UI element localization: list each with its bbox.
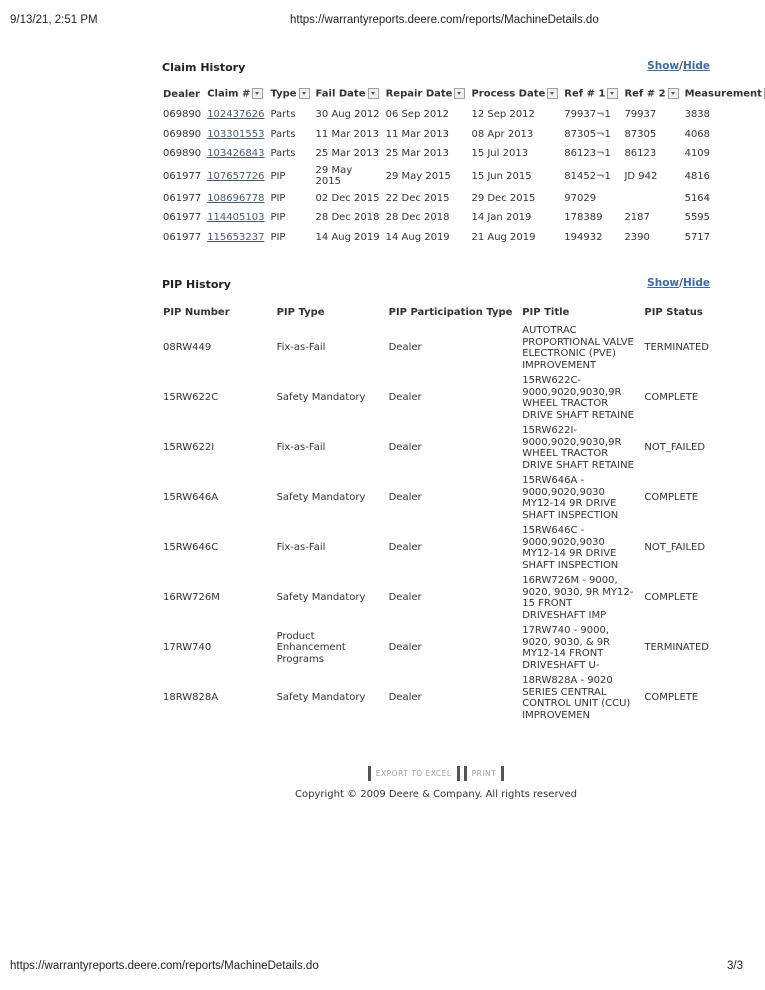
sort-icon[interactable] (368, 88, 379, 99)
table-row (160, 144, 765, 164)
column-type[interactable]: Type (267, 83, 312, 105)
ref2-cell: 2187 (624, 212, 650, 224)
pip-type-cell: Product Enhancement Programs (276, 630, 346, 665)
table-row (160, 473, 712, 523)
pip-title-cell: 16RW726M - 9000, 9020, 9030, 9R MY12-15 FRONT DRIVESHAFT IMP (522, 575, 634, 621)
column-ref-2[interactable]: Ref # 2 (621, 83, 681, 105)
pip-number-cell: 15RW622C (163, 392, 219, 404)
column-fail-date[interactable]: Fail Date (313, 83, 383, 105)
pip-number-cell: 16RW726M (163, 592, 220, 604)
pip-history-show-link[interactable]: Show (647, 277, 680, 289)
type-cell: PIP (270, 231, 286, 243)
pip-title-cell: 15RW646C - 9000,9020,9030 MY12-14 9R DRIVE SHAFT INSPECTION (522, 525, 619, 571)
claim-history-hide-link[interactable]: Hide (682, 60, 710, 72)
repair-date-cell: 28 Dec 2018 (385, 212, 450, 224)
column-pip-type: PIP Type (276, 306, 325, 318)
ref2-cell: JD 942 (624, 170, 658, 182)
claim-history-toggle (647, 60, 710, 72)
pip-title-cell: 17RW740 - 9000, 9020, 9030, & 9R MY12-14 FRONT DRIVESHAFT U- (522, 625, 611, 671)
pip-title-cell: 15RW622I-9000,9020,9030,9R WHEEL TRACTOR DRIVE SHAFT RETAINE (522, 425, 634, 471)
ref2-cell: 79937 (624, 109, 657, 121)
type-cell: Parts (270, 148, 296, 160)
measurement-cell: 5717 (684, 231, 711, 243)
dealer-cell: 069890 (163, 109, 202, 121)
fail-date-cell: 28 Dec 2018 (315, 212, 380, 224)
sort-icon[interactable] (668, 88, 679, 99)
table-row (160, 189, 765, 209)
column-pip-title: PIP Title (522, 306, 570, 318)
claim-link[interactable]: 103301553 (207, 128, 265, 140)
dealer-cell: 061977 (163, 192, 202, 204)
pip-number-cell: 15RW646C (163, 542, 219, 554)
ref1-cell: 79937¬1 (564, 109, 611, 121)
process-date-cell: 08 Apr 2013 (471, 128, 534, 140)
claim-link[interactable]: 108696778 (207, 192, 265, 204)
table-row (160, 523, 712, 573)
fail-date-cell: 25 Mar 2013 (315, 148, 379, 160)
repair-date-cell: 25 Mar 2013 (385, 148, 450, 160)
pip-type-cell: Safety Mandatory (276, 492, 366, 504)
ref2-cell: 87305 (624, 128, 657, 140)
measurement-cell: 3838 (684, 109, 711, 121)
ref1-cell: 86123¬1 (564, 148, 611, 160)
pip-number-cell: 17RW740 (163, 642, 212, 654)
ref2-cell: 2390 (624, 231, 650, 243)
pip-status-cell: NOT_FAILED (644, 542, 706, 554)
measurement-cell: 4109 (684, 148, 711, 160)
pip-title-cell: 15RW646A - 9000,9020,9030 MY12-14 9R DRIVE SHAFT INSPECTION (522, 475, 619, 521)
measurement-cell: 5595 (684, 212, 711, 224)
pip-participation-cell: Dealer (388, 592, 422, 604)
repair-date-cell: 22 Dec 2015 (385, 192, 450, 204)
ref1-cell: 178389 (564, 212, 603, 224)
pip-history-section (160, 275, 712, 723)
pip-type-cell: Fix-as-Fail (276, 342, 326, 354)
print-button[interactable]: PRINT (464, 766, 505, 781)
claim-history-toggle-separator: / (679, 60, 683, 72)
measurement-cell: 4068 (684, 128, 711, 140)
sort-icon[interactable] (252, 88, 263, 99)
table-row (160, 623, 712, 673)
copyright-text: Copyright © 2009 Deere & Company. All rights reserved (295, 789, 577, 800)
pip-history-toggle (647, 277, 710, 289)
measurement-cell: 4816 (684, 170, 711, 182)
fail-date-cell: 11 Mar 2013 (315, 128, 379, 140)
fail-date-cell: 29 May 2015 (315, 165, 353, 187)
claim-link[interactable]: 114405103 (207, 212, 265, 224)
type-cell: PIP (270, 212, 286, 224)
sort-icon[interactable] (299, 88, 310, 99)
process-date-cell: 21 Aug 2019 (471, 231, 536, 243)
column-measurement[interactable]: Measurement (682, 83, 765, 105)
pip-status-cell: COMPLETE (644, 492, 699, 504)
pip-type-cell: Fix-as-Fail (276, 442, 326, 454)
print-datetime: 9/13/21, 2:51 PM (10, 14, 98, 26)
pip-type-cell: Safety Mandatory (276, 692, 366, 704)
pip-participation-cell: Dealer (388, 392, 422, 404)
measurement-cell: 5164 (684, 192, 711, 204)
sort-icon[interactable] (454, 88, 465, 99)
column-process-date[interactable]: Process Date (468, 83, 561, 105)
column-pip-number: PIP Number (163, 306, 230, 318)
sort-icon[interactable] (607, 88, 618, 99)
dealer-cell: 061977 (163, 170, 202, 182)
dealer-cell: 061977 (163, 231, 202, 243)
ref1-cell: 194932 (564, 231, 603, 243)
fail-date-cell: 14 Aug 2019 (315, 231, 380, 243)
claim-link[interactable]: 115653237 (207, 231, 265, 243)
footer-url: https://warrantyreports.deere.com/reports/MachineDetails.do (10, 960, 319, 972)
pip-participation-cell: Dealer (388, 342, 422, 354)
fail-date-cell: 30 Aug 2012 (315, 109, 380, 121)
repair-date-cell: 11 Mar 2013 (385, 128, 450, 140)
process-date-cell: 29 Dec 2015 (471, 192, 536, 204)
type-cell: PIP (270, 170, 286, 182)
dealer-cell: 061977 (163, 212, 202, 224)
type-cell: Parts (270, 109, 296, 121)
pip-type-cell: Safety Mandatory (276, 392, 366, 404)
pip-status-cell: TERMINATED (644, 342, 709, 354)
sort-icon[interactable] (547, 88, 558, 99)
pip-participation-cell: Dealer (388, 692, 422, 704)
column-claim-number[interactable]: Claim # (204, 83, 267, 105)
pip-title-cell: 15RW622C-9000,9020,9030,9R WHEEL TRACTOR DRIVE SHAFT RETAINE (522, 375, 634, 421)
ref2-cell: 86123 (624, 148, 657, 160)
dealer-cell: 069890 (163, 148, 202, 160)
column-pip-participation-type: PIP Participation Type (388, 306, 513, 318)
repair-date-cell: 06 Sep 2012 (385, 109, 449, 121)
page-number: 3/3 (727, 960, 743, 972)
process-date-cell: 14 Jan 2019 (471, 212, 532, 224)
pip-history-hide-link[interactable]: Hide (682, 277, 710, 289)
report-content (160, 58, 762, 800)
process-date-cell: 15 Jul 2013 (471, 148, 529, 160)
table-row (160, 323, 712, 373)
column-dealer: Dealer (163, 88, 200, 100)
claim-link[interactable]: 102437626 (207, 109, 265, 121)
pip-participation-cell: Dealer (388, 442, 422, 454)
process-date-cell: 15 Jun 2015 (471, 170, 532, 182)
fail-date-cell: 02 Dec 2015 (315, 192, 380, 204)
print-url: https://warrantyreports.deere.com/reports/MachineDetails.do (290, 14, 599, 26)
ref1-cell: 81452¬1 (564, 170, 611, 182)
repair-date-cell: 29 May 2015 (385, 170, 451, 182)
pip-number-cell: 15RW646A (163, 492, 219, 504)
print-header (0, 10, 765, 30)
column-repair-date[interactable]: Repair Date (383, 83, 469, 105)
table-row (160, 673, 712, 723)
table-row (160, 105, 765, 125)
table-row (160, 423, 712, 473)
column-ref-1[interactable]: Ref # 1 (561, 83, 621, 105)
column-pip-status: PIP Status (644, 306, 703, 318)
dealer-cell: 069890 (163, 128, 202, 140)
pip-type-cell: Safety Mandatory (276, 592, 366, 604)
pip-title-cell: 18RW828A - 9020 SERIES CENTRAL CONTROL UNIT (CCU) IMPROVEMEN (522, 675, 631, 721)
claim-history-table (160, 83, 765, 247)
pip-participation-cell: Dealer (388, 492, 422, 504)
ref2-cell (621, 189, 681, 209)
claim-link[interactable]: 107657726 (207, 170, 265, 182)
pip-title-cell: AUTOTRAC PROPORTIONAL VALVE ELECTRONIC (PVE) IMPROVEMENT (522, 325, 634, 371)
claim-history-header (160, 58, 712, 78)
claim-history-show-link[interactable]: Show (647, 60, 680, 72)
pip-status-cell: COMPLETE (644, 692, 699, 704)
table-row (160, 373, 712, 423)
pip-history-header (160, 275, 712, 295)
pip-status-cell: COMPLETE (644, 592, 699, 604)
pip-number-cell: 18RW828A (163, 692, 219, 704)
print-footer (0, 956, 765, 976)
claim-history-header-row (160, 83, 765, 105)
ref1-cell: 87305¬1 (564, 128, 611, 140)
action-buttons (160, 761, 712, 783)
pip-participation-cell: Dealer (388, 542, 422, 554)
table-row (160, 228, 765, 248)
claim-history-title: Claim History (162, 61, 246, 74)
claim-link[interactable]: 103426843 (207, 148, 265, 160)
pip-type-cell: Fix-as-Fail (276, 542, 326, 554)
ref1-cell: 97029 (564, 192, 597, 204)
repair-date-cell: 14 Aug 2019 (385, 231, 450, 243)
table-row (160, 208, 765, 228)
pip-status-cell: NOT_FAILED (644, 442, 706, 454)
table-row (160, 125, 765, 145)
type-cell: Parts (270, 128, 296, 140)
pip-history-header-row (160, 301, 712, 323)
process-date-cell: 12 Sep 2012 (471, 109, 535, 121)
pip-status-cell: TERMINATED (644, 642, 709, 654)
table-row (160, 164, 765, 189)
pip-history-toggle-separator: / (679, 277, 683, 289)
export-to-excel-button[interactable]: EXPORT TO EXCEL (368, 766, 460, 781)
pip-participation-cell: Dealer (388, 642, 422, 654)
pip-history-table (160, 301, 712, 723)
pip-history-title: PIP History (162, 278, 231, 291)
table-row (160, 573, 712, 623)
pip-number-cell: 15RW622I (163, 442, 215, 454)
type-cell: PIP (270, 192, 286, 204)
pip-status-cell: COMPLETE (644, 392, 699, 404)
pip-number-cell: 08RW449 (163, 342, 212, 354)
